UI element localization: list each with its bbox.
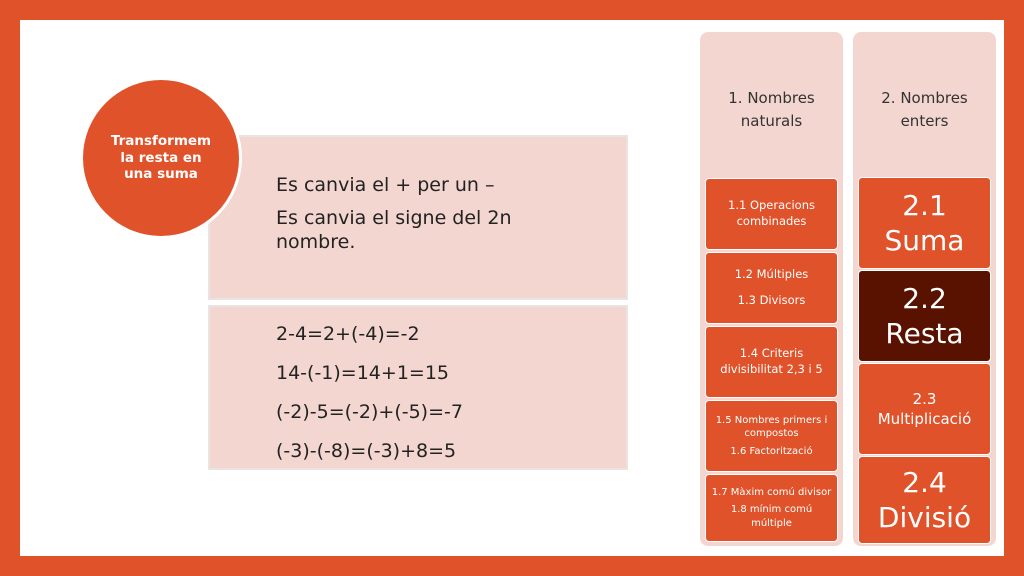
example-4: (-3)-(-8)=(-3)+8=5 — [276, 440, 457, 462]
topic-circle — [80, 77, 242, 239]
examples-panel — [208, 305, 628, 470]
menu-item-2-3[interactable] — [858, 363, 991, 455]
menu-item-2-2[interactable] — [858, 270, 991, 362]
menu-item-1-2-label: 1.2 Múltiples — [734, 267, 809, 282]
menu-item-1-7-label: 1.7 Màxim comú divisor — [711, 486, 832, 498]
example-1: 2-4=2+(-4)=-2 — [276, 323, 420, 345]
example-3: (-2)-5=(-2)+(-5)=-7 — [276, 401, 463, 423]
menu-item-2-1[interactable] — [858, 177, 991, 269]
menu-item-1-1-label: 1.1 Operacions combinades — [728, 198, 815, 228]
column-integers — [853, 32, 996, 546]
rule-line-2: Es canvia el signe del 2n nombre. — [276, 206, 512, 254]
menu-item-1-8-label: 1.8 mínim comú múltiple — [730, 504, 813, 529]
column-natural-numbers — [700, 32, 843, 546]
column2-title: 2. Nombres enters — [881, 89, 968, 130]
menu-item-1-7-1-8[interactable] — [705, 474, 838, 542]
menu-item-2-3-label: 2.3 Multiplicació — [877, 389, 972, 428]
menu-item-1-2-1-3[interactable] — [705, 252, 838, 324]
menu-item-1-5-label: 1.5 Nombres primers i compostos — [715, 414, 828, 440]
example-2: 14-(-1)=14+1=15 — [276, 362, 450, 384]
menu-item-1-5-1-6[interactable] — [705, 400, 838, 472]
menu-item-1-4-label: 1.4 Criteris divisibilitat 2,3 i 5 — [720, 346, 823, 376]
menu-item-2-2-label: 2.2 Resta — [885, 282, 964, 350]
menu-item-1-4[interactable] — [705, 326, 838, 398]
menu-item-2-1-label: 2.1 Suma — [884, 189, 965, 257]
menu-item-1-3-label: 1.3 Divisors — [737, 293, 806, 307]
menu-item-1-6-label: 1.6 Factorització — [730, 445, 813, 457]
menu-item-1-1[interactable] — [705, 178, 838, 250]
topic-circle-label: Transformem la resta en una suma — [110, 132, 212, 183]
menu-item-2-4[interactable] — [858, 456, 991, 544]
menu-item-2-4-label: 2.4 Divisió — [877, 466, 972, 534]
rule-line-1: Es canvia el + per un – — [276, 174, 495, 196]
rule-panel — [208, 135, 628, 300]
column1-title: 1. Nombres naturals — [728, 89, 815, 130]
